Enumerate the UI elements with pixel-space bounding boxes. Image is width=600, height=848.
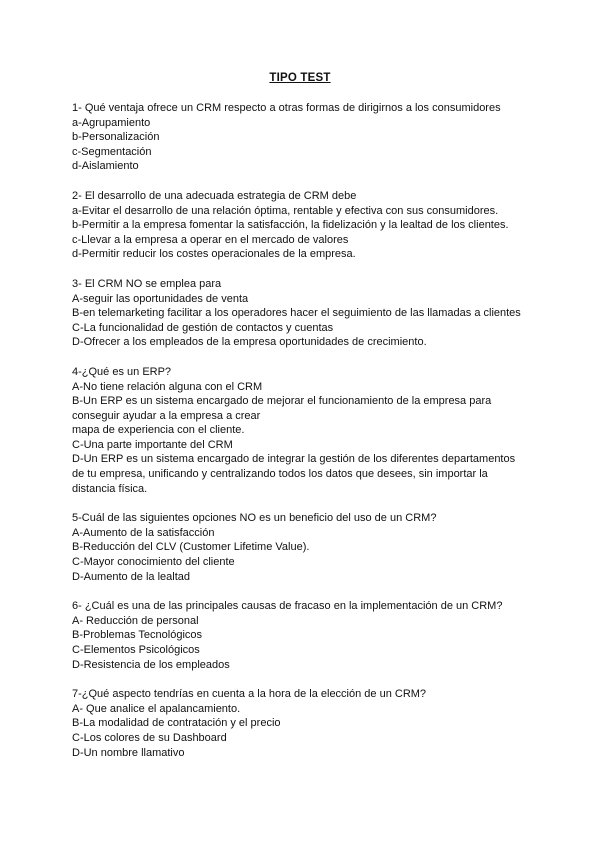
answer-option: B-Problemas Tecnológicos: [72, 629, 203, 642]
answer-option: c-Segmentación: [72, 145, 152, 158]
question-text: 5-Cuál de las siguientes opciones NO es un beneficio del uso de un CRM?: [72, 512, 437, 525]
answer-option: D-Un ERP es un sistema encargado de integrar la gestión de los diferentes departamentos: [72, 453, 516, 466]
answer-option-continued: de tu empresa, unificando y centralizando todos los datos que desees, sin importar la: [72, 468, 488, 481]
answer-option: D-Ofrecer a los empleados de la empresa oportunidades de crecimiento.: [72, 336, 427, 349]
answer-option: A-No tiene relación alguna con el CRM: [72, 380, 263, 393]
question-2: [72, 189, 532, 262]
answer-option: C-Una parte importante del CRM: [72, 438, 233, 451]
page-title: TIPO TEST: [269, 72, 331, 84]
answer-option: d-Permitir reducir los costes operacionales de la empresa.: [72, 248, 356, 261]
answer-option: A-Aumento de la satisfacción: [72, 526, 215, 539]
answer-option-continued: distancia física.: [72, 482, 148, 495]
answer-option: C-Mayor conocimiento del cliente: [72, 556, 235, 569]
answer-option: a-Evitar el desarrollo de una relación óptima, rentable y efectiva con sus consumidores.: [72, 204, 499, 217]
question-3: [72, 277, 532, 350]
answer-option: D-Aumento de la lealtad: [72, 570, 191, 583]
answer-option-continued: mapa de experiencia con el cliente.: [72, 424, 245, 437]
question-text: 7-¿Qué aspecto tendrías en cuenta a la hora de la elección de un CRM?: [72, 688, 427, 701]
question-6: [72, 599, 532, 672]
answer-option: b-Personalización: [72, 131, 160, 144]
question-text: 3- El CRM NO se emplea para: [72, 277, 222, 290]
answer-option: D-Resistencia de los empleados: [72, 658, 230, 671]
answer-option-continued: conseguir ayudar a la empresa a crear: [72, 409, 261, 422]
answer-option: d-Aislamiento: [72, 160, 139, 173]
question-text: 6- ¿Cuál es una de las principales causas de fracaso en la implementación de un CRM?: [72, 600, 503, 613]
answer-option: C-La funcionalidad de gestión de contactos y cuentas: [72, 321, 334, 334]
answer-option: A- Reducción de personal: [72, 614, 199, 627]
question-1: [72, 101, 532, 174]
answer-option: B-Reducción del CLV (Customer Lifetime Value).: [72, 541, 310, 554]
question-text: 4-¿Qué es un ERP?: [72, 365, 172, 378]
answer-option: A-seguir las oportunidades de venta: [72, 292, 249, 305]
answer-option: b-Permitir a la empresa fomentar la satisfacción, la fidelización y la lealtad de los clientes.: [72, 219, 509, 232]
question-text: 2- El desarrollo de una adecuada estrategia de CRM debe: [72, 189, 357, 202]
question-list: [72, 101, 532, 775]
question-text: 1- Qué ventaja ofrece un CRM respecto a otras formas de dirigirnos a los consumidores: [72, 102, 501, 114]
question-5: [72, 511, 532, 584]
answer-option: a-Agrupamiento: [72, 116, 151, 129]
answer-option: A- Que analice el apalancamiento.: [72, 702, 241, 715]
answer-option: B-La modalidad de contratación y el precio: [72, 717, 281, 730]
answer-option: c-Llevar a la empresa a operar en el mercado de valores: [72, 233, 349, 246]
answer-option: D-Un nombre llamativo: [72, 746, 185, 759]
answer-option: C-Elementos Psicológicos: [72, 644, 200, 656]
question-7: [72, 687, 532, 760]
answer-option: C-Los colores de su Dashboard: [72, 731, 227, 744]
answer-option: B-Un ERP es un sistema encargado de mejorar el funcionamiento de la empresa para: [72, 395, 492, 408]
question-4: [72, 365, 532, 496]
answer-option: B-en telemarketing facilitar a los operadores hacer el seguimiento de las llamadas a clientes: [72, 307, 521, 320]
